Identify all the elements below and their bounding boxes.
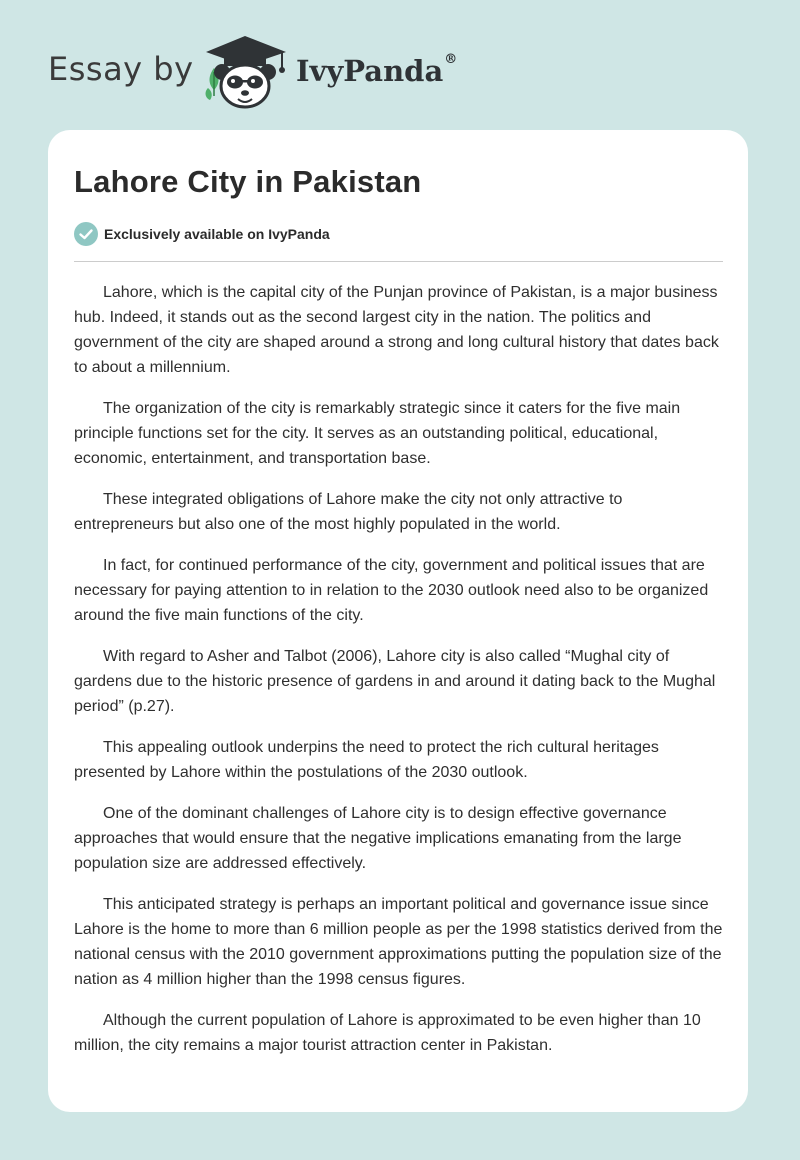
paragraph: These integrated obligations of Lahore make the city not only attractive to entrepreneurs but also one of the most highly populated in the world.: [74, 491, 623, 533]
brand-name[interactable]: [296, 54, 457, 88]
panda-logo-icon: [200, 32, 290, 112]
registered-mark: ®: [444, 52, 458, 67]
paragraph: In fact, for continued performance of the city, government and political issues that are necessary for paying attention to in relation to the 2030 outlook need also to be organized around the five main functions of the city.: [74, 557, 709, 624]
title-divider: [74, 261, 723, 262]
paragraph: Although the current population of Lahore is approximated to be even higher than 10 million, the city remains a major tourist attraction center in Pakistan.: [74, 1012, 701, 1054]
paragraph: With regard to Asher and Talbot (2006), Lahore city is also called “Mughal city of gardens due to the historic presence of gardens in and around it dating back to the Mughal period” (p.27).: [74, 648, 716, 715]
essay-body: [74, 280, 724, 1074]
site-header: [0, 0, 800, 130]
paragraph: The organization of the city is remarkably strategic since it caters for the five main principle functions set for the city. It serves as an outstanding political, educational, economic, entertainment, and transportation base.: [74, 400, 681, 467]
exclusive-badge: [74, 222, 330, 246]
essay-title: Lahore City in Pakistan: [74, 164, 422, 199]
paragraph: Lahore, which is the capital city of the Punjan province of Pakistan, is a major business hub. Indeed, it stands out as the second largest city in the nation. The politics and government of the city are shaped around a strong and long cultural history that dates back to about a millennium.: [74, 284, 719, 376]
paragraph: One of the dominant challenges of Lahore city is to design effective governance approaches that would ensure that the negative implications emanating from the large population size are addressed effectively.: [74, 805, 682, 872]
paragraph: This appealing outlook underpins the need to protect the rich cultural heritages presented by Lahore within the postulations of the 2030 outlook.: [74, 739, 659, 781]
essay-by-label: Essay by: [48, 50, 194, 88]
paragraph: This anticipated strategy is perhaps an important political and governance issue since Lahore is the home to more than 6 million people as per the 1998 statistics derived from the national census with the 2010 government approximations putting the population size of the nation as 4 million higher than the 1998 census figures.: [74, 896, 723, 988]
check-circle-icon: [74, 222, 98, 246]
exclusive-badge-text: Exclusively available on IvyPanda: [104, 226, 330, 242]
brand-name-text: IvyPanda: [296, 54, 444, 88]
essay-card: [48, 130, 748, 1112]
